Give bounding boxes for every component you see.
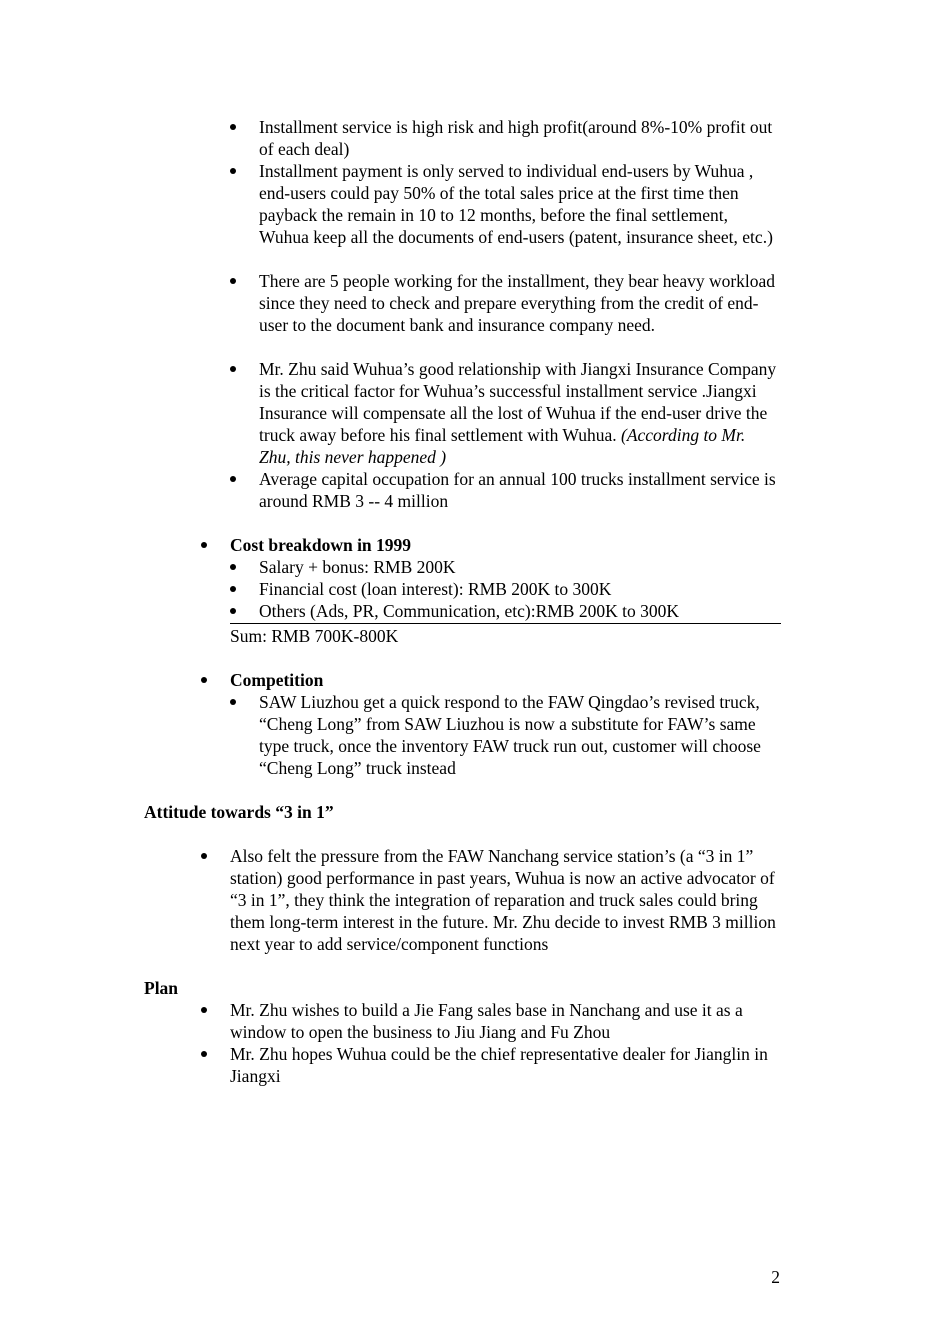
bullet-icon xyxy=(230,124,236,130)
bullet-icon xyxy=(230,608,236,614)
attitude-heading: Attitude towards “3 in 1” xyxy=(144,802,334,822)
page-number: 2 xyxy=(771,1267,780,1287)
plan-item-1: Mr. Zhu wishes to build a Jie Fang sales base in Nanchang and use it as a window to open the business to Jiu Jiang and Fu Zhou xyxy=(230,1000,743,1042)
bullet-icon xyxy=(201,853,207,859)
bullet-icon xyxy=(230,366,236,372)
bullet-icon xyxy=(201,542,207,548)
sum-divider xyxy=(230,623,781,624)
bullet-icon xyxy=(201,1007,207,1013)
cost-heading: Cost breakdown in 1999 xyxy=(230,535,412,555)
bullet-icon xyxy=(230,699,236,705)
bullet-icon xyxy=(230,168,236,174)
cost-sum: Sum: RMB 700K-800K xyxy=(230,626,399,646)
bullet-icon xyxy=(230,586,236,592)
attitude-item-1: Also felt the pressure from the FAW Nanchang service station’s (a “3 in 1” station) good performance in past years, Wuhua is now an active advocator of “3 in 1”, they think the integration of reparation and truck sales could bring them long-term interest in the future. Mr. Zhu decide to invest RMB 3 million next year to add service/component functions xyxy=(230,846,776,954)
cost-item-3: Others (Ads, PR, Communication, etc):RMB 200K to 300K xyxy=(259,601,679,621)
installment-bullet-2: Installment payment is only served to individual end-users by Wuhua , end-users could pay 50% of the total sales price at the first time then payback the remain in 10 to 12 months, before the final settlement, Wuhua keep all the documents of end-users (patent, insurance sheet, etc.) xyxy=(259,161,773,247)
bullet-icon xyxy=(201,677,207,683)
installment-bullet-4-note: (According to Mr. Zhu, this never happened ) xyxy=(259,425,746,467)
cost-item-1: Salary + bonus: RMB 200K xyxy=(259,557,456,577)
bullet-icon xyxy=(230,476,236,482)
installment-bullet-5: Average capital occupation for an annual 100 trucks installment service is around RMB 3 -- 4 million xyxy=(259,469,776,511)
competition-item-1: SAW Liuzhou get a quick respond to the FAW Qingdao’s revised truck, “Cheng Long” from SAW Liuzhou is now a substitute for FAW’s same type truck, once the inventory FAW truck run out, customer will choose “Cheng Long” truck instead xyxy=(259,692,761,778)
installment-bullet-4-text: Mr. Zhu said Wuhua’s good relationship with Jiangxi Insurance Company is the critical factor for Wuhua’s successful installment service .Jiangxi Insurance will compensate all the lost of Wuhua if the end-user drive the truck away before his final settlement with Wuhua. xyxy=(259,359,777,445)
installment-bullet-1: Installment service is high risk and high profit(around 8%-10% profit out of each deal) xyxy=(259,117,773,159)
plan-item-2: Mr. Zhu hopes Wuhua could be the chief representative dealer for Jianglin in Jiangxi xyxy=(230,1044,768,1086)
installment-bullet-4 xyxy=(259,358,781,468)
bullet-icon xyxy=(230,278,236,284)
bullet-icon xyxy=(230,564,236,570)
cost-item-2: Financial cost (loan interest): RMB 200K to 300K xyxy=(259,579,612,599)
bullet-icon xyxy=(201,1051,207,1057)
installment-bullet-3: There are 5 people working for the installment, they bear heavy workload since they need to check and prepare everything from the credit of end-user to the document bank and insurance company need. xyxy=(259,271,776,335)
plan-heading: Plan xyxy=(144,978,179,998)
competition-heading: Competition xyxy=(230,670,324,690)
